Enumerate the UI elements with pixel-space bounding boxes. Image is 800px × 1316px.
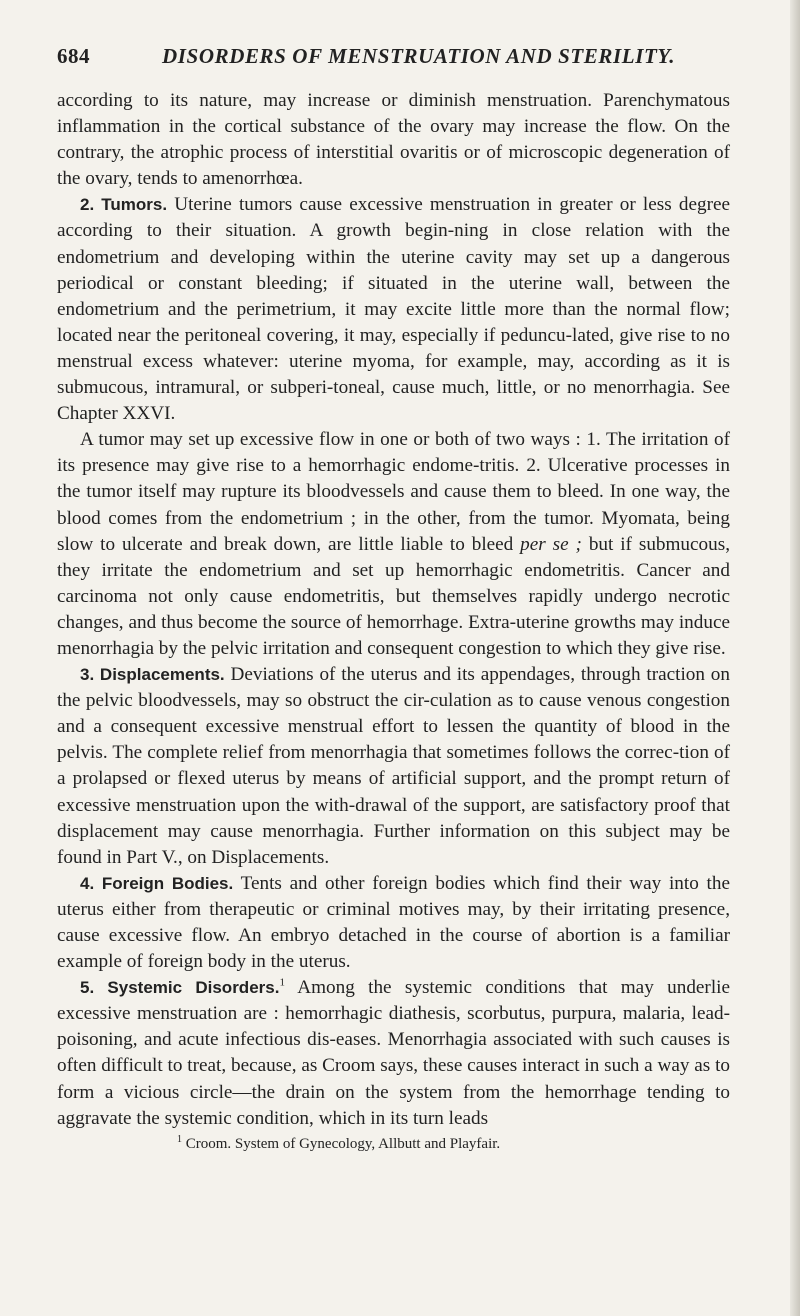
footnote <box>57 1134 730 1154</box>
paragraph-text-after: but if submucous, they irritate the endometrium and set up hemorrhagic endometritis. Cancer and carcinoma not only cause endometritis, but themselves rapidly undergo necrotic changes, and thus become the source of hemorrhage. Extra-uterine growths may induce menorrhagia by the pelvic irritation and consequent congestion to which they give rise. <box>57 533 730 659</box>
paragraph-ovary <box>57 88 730 192</box>
section-heading-foreign-bodies: 4. Foreign Bodies. <box>80 873 234 893</box>
section-heading-systemic-disorders: 5. Systemic Disorders. <box>80 978 280 998</box>
page-number: 684 <box>57 44 90 68</box>
footnote-reference: 1 <box>279 976 285 989</box>
paragraph-text: according to its nature, may increase or diminish menstruation. Parenchymatous inflammation in the cortical substance of the ovary may increase the flow. On the contrary, the atrophic process of interstitial ovaritis or of microscopic degeneration of the ovary, tends to amenorrhœa. <box>57 90 730 190</box>
footnote-text: Croom. System of Gynecology, Allbutt and Playfair. <box>182 1135 501 1152</box>
running-header <box>57 44 730 74</box>
paragraph-text: Among the systemic conditions that may underlie excessive menstruation are : hemorrhagic diathesis, scorbutus, purpura, malaria, lead-poisoning, and acute infectious dis-eases. Menorrhagia associated with such causes is often difficult to treat, because, as Croom says, these causes interact in such a way as to form a vicious circle—the drain on the system from the hemorrhage tending to aggravate the systemic condition, which in its turn leads <box>57 977 730 1129</box>
paragraph-text: A tumor may set up excessive flow in one or both of two ways : 1. The irritation of its presence may give rise to a hemorrhagic endome-tritis. 2. Ulcerative processes in the tumor itself may rupture its bloodvessels and cause them to bleed. In one way, the blood comes from the endometrium ; in the other, from the tumor. Myomata, being slow to ulcerate and break down, are little liable to bleed <box>57 429 730 555</box>
paragraph-tumors <box>57 192 730 427</box>
paragraph-systemic-disorders <box>57 975 730 1132</box>
body-text <box>57 88 730 1132</box>
paragraph-displacements <box>57 662 730 871</box>
section-heading-tumors: 2. Tumors. <box>80 195 168 215</box>
paragraph-text: Deviations of the uterus and its appendages, through traction on the pelvic bloodvessels, may so obstruct the cir-culation as to cause venous congestion and a consequent excessive menstrual effort to lessen the quantity of blood in the pelvis. The complete relief from menorrhagia that sometimes follows the correc-tion of a prolapsed or flexed uterus by means of artificial support, and the prompt return of excessive menstruation upon the with-drawal of the support, are satisfactory proof that displacement may cause menorrhagia. Further information on this subject may be found in Part V., on Displacements. <box>57 664 730 868</box>
italic-phrase: per se ; <box>520 533 582 555</box>
section-heading-displacements: 3. Displacements. <box>80 665 225 685</box>
paragraph-foreign-bodies <box>57 871 730 975</box>
footnote-marker: 1 <box>177 1133 182 1145</box>
running-title: DISORDERS OF MENSTRUATION AND STERILITY. <box>162 44 676 68</box>
page-edge <box>790 0 800 1316</box>
paragraph-tumor-flow <box>57 427 730 662</box>
paragraph-text: Tents and other foreign bodies which find their way into the uterus either from therapeutic or criminal motives may, by their irritating presence, cause excessive flow. An embryo detached in the course of abortion is a familiar example of foreign body in the uterus. <box>57 872 730 973</box>
paragraph-text: Uterine tumors cause excessive menstruation in greater or less degree according to their situation. A growth begin-ning in close relation with the endometrium and developing within the uterine cavity may set up a dangerous periodical or constant bleeding; if situated in the uterine wall, between the endometrium and the perimetrium, it may excite little more than the normal flow; located near the peritoneal covering, it may, especially if peduncu-lated, give rise to no menstrual excess whatever: uterine myoma, for example, may, according as it is submucous, intramural, or subperi-toneal, cause much, little, or no menorrhagia. See Chapter XXVI. <box>57 194 730 425</box>
